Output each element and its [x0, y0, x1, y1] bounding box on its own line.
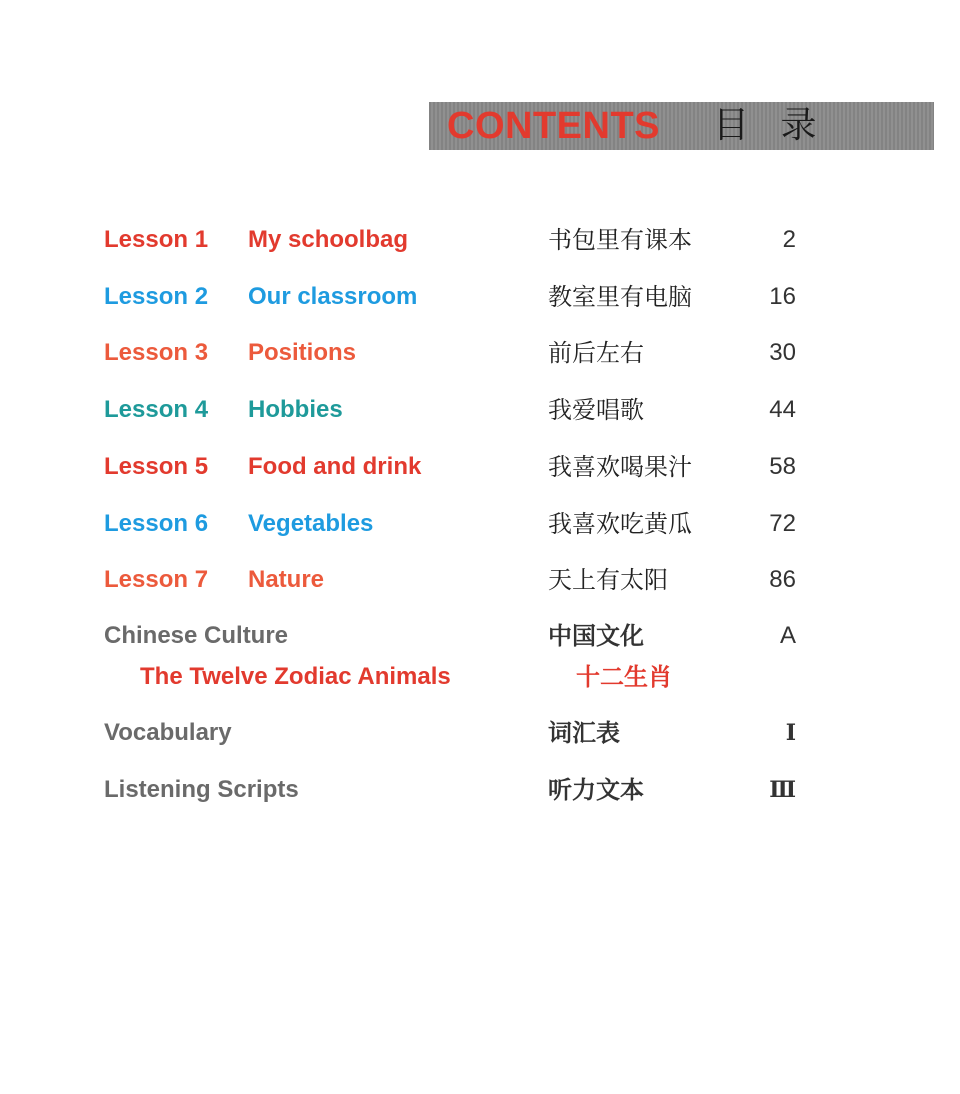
toc-row-vocabulary[interactable]: [0, 713, 960, 753]
toc-row-lesson-6[interactable]: [0, 504, 960, 544]
toc-listening-zh: 听力文本: [548, 776, 644, 804]
lesson-title: My schoolbag: [248, 226, 409, 253]
lesson-page-number: 58: [769, 453, 796, 480]
lesson-page-number: 16: [769, 283, 796, 310]
lesson-title: Positions: [248, 339, 357, 366]
lesson-title-zh: 书包里有课本: [548, 226, 692, 254]
lesson-title-zh: 天上有太阳: [548, 566, 668, 594]
toc-row-lesson-2[interactable]: [0, 277, 960, 317]
lesson-title-zh: 我喜欢吃黄瓜: [548, 510, 692, 538]
lesson-title: Food and drink: [248, 453, 422, 480]
lesson-page-number: 44: [769, 396, 796, 423]
lesson-title-zh: 我爱唱歌: [548, 396, 644, 424]
lesson-title: Vegetables: [248, 510, 374, 537]
toc-row-lesson-4[interactable]: [0, 390, 960, 430]
toc-row-zodiac[interactable]: [0, 657, 960, 697]
lesson-page-number: 86: [769, 566, 796, 593]
lesson-title: Nature: [248, 566, 325, 593]
lesson-title: Our classroom: [248, 283, 418, 310]
lesson-title-zh: 我喜欢喝果汁: [548, 453, 692, 481]
toc-listening-page: Ⅲ: [769, 777, 796, 803]
lesson-label: Lesson 6: [104, 510, 209, 537]
lesson-label: Lesson 2: [104, 283, 209, 310]
lesson-title: Hobbies: [248, 396, 343, 423]
toc-row-lesson-7[interactable]: [0, 560, 960, 600]
lesson-label: Lesson 3: [104, 339, 209, 366]
toc-culture-zh: 中国文化: [548, 622, 644, 650]
toc-row-lesson-3[interactable]: [0, 333, 960, 373]
contents-title-zh: 目 录: [713, 105, 827, 146]
toc-zodiac-title: The Twelve Zodiac Animals: [140, 663, 451, 690]
lesson-title-zh: 教室里有电脑: [548, 283, 692, 311]
contents-banner: [429, 102, 934, 150]
lesson-label: Lesson 1: [104, 226, 209, 253]
toc-vocabulary-page: I: [785, 720, 796, 746]
toc-culture-label: Chinese Culture: [104, 622, 289, 649]
lesson-label: Lesson 7: [104, 566, 209, 593]
toc-row-listening[interactable]: [0, 770, 960, 810]
toc-zodiac-zh: 十二生肖: [576, 663, 672, 691]
toc-culture-page: A: [779, 622, 796, 649]
lesson-label: Lesson 5: [104, 453, 209, 480]
lesson-page-number: 72: [769, 510, 796, 537]
toc-vocabulary-label: Vocabulary: [104, 719, 232, 746]
lesson-page-number: 30: [769, 339, 796, 366]
lesson-label: Lesson 4: [104, 396, 209, 423]
toc-listening-label: Listening Scripts: [104, 776, 299, 803]
lesson-page-number: 2: [782, 226, 796, 253]
toc-row-lesson-1[interactable]: [0, 220, 960, 260]
toc-row-chinese-culture[interactable]: [0, 616, 960, 656]
toc-row-lesson-5[interactable]: [0, 447, 960, 487]
toc-vocabulary-zh: 词汇表: [548, 719, 620, 747]
contents-title-en: CONTENTS: [447, 105, 660, 147]
lesson-title-zh: 前后左右: [548, 339, 644, 367]
